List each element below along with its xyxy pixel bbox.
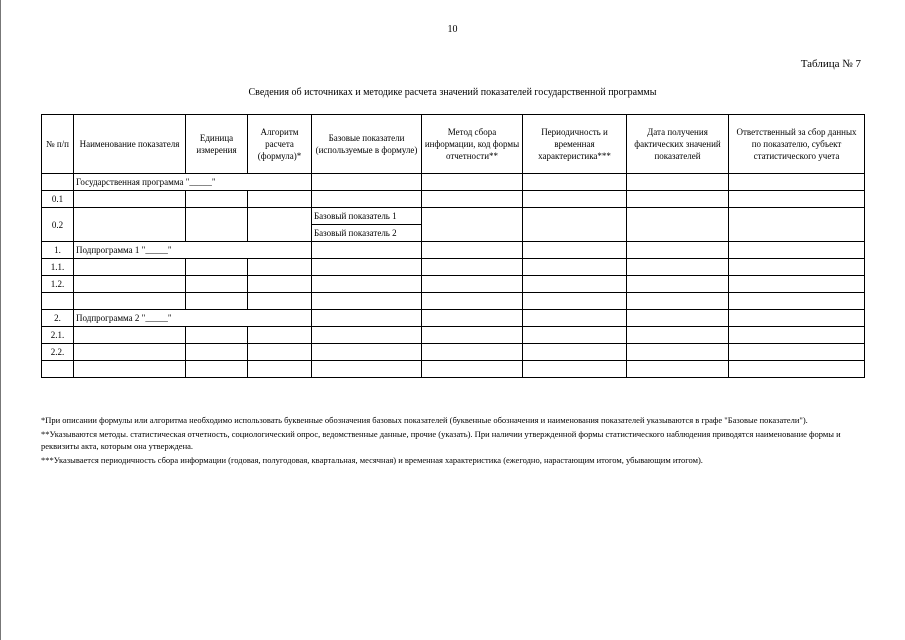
table-title: Сведения об источниках и методике расчета значений показателей государственной программы [248, 87, 657, 98]
header-cell: Дата получения фактических значений показателей [627, 115, 729, 174]
table-row [42, 310, 865, 327]
table-row [42, 293, 865, 310]
table-row [42, 242, 865, 259]
row-number: 1.2. [42, 276, 74, 293]
row-number: 0.1 [42, 191, 74, 208]
footnote-periodicity: ***Указывается периодичность сбора информации (годовая, полугодовая, квартальная, месячная) и временная характеристика (ежегодно, нарастающим итогом, убывающим итогом). [41, 455, 703, 465]
table-row [42, 191, 865, 208]
table-row [42, 361, 865, 378]
header-cell: Наименование показателя [74, 115, 186, 174]
header-cell: Базовые показатели (используемые в формуле) [312, 115, 422, 174]
base-indicator-1: Базовый показатель 1 [312, 208, 422, 225]
subprogram-1-name: Подпрограмма 1 "_____" [74, 242, 312, 259]
header-cell: Алгоритм расчета (формула)* [248, 115, 312, 174]
base-indicator-2: Базовый показатель 2 [312, 225, 422, 242]
subprogram-2-name: Подпрограмма 2 "_____" [74, 310, 312, 327]
footnote-formula: *При описании формулы или алгоритма необходимо использовать буквенные обозначения базовых показателей (буквенные обозначения и наименования показателей указываются в графе "Базовые показатели"). [41, 415, 808, 425]
footnotes [41, 414, 865, 468]
header-cell: Периодичность и временная характеристика*** [523, 115, 627, 174]
header-cell: Единица измерения [186, 115, 248, 174]
program-name: Государственная программа "_____" [74, 174, 312, 191]
header-row [42, 115, 865, 174]
row-number: 1. [42, 242, 74, 259]
table-label: Таблица № 7 [800, 58, 861, 70]
table-row [42, 259, 865, 276]
indicators-table [41, 114, 865, 378]
page-number: 10 [447, 24, 458, 35]
table-row [42, 344, 865, 361]
row-number: 0.2 [42, 208, 74, 242]
row-number: 2. [42, 310, 74, 327]
table-row [42, 327, 865, 344]
footnote-methods: **Указываются методы. статистическая отчетность, социологический опрос, ведомственные данные, прочие (указать). При наличии утвержденной формы статистического наблюдения приводятся наименование формы и реквизиты акта, которым она утверждена. [41, 429, 841, 451]
header-cell: Ответственный за сбор данных по показателю, субъект статистического учета [729, 115, 865, 174]
table-row [42, 276, 865, 293]
row-number: 2.1. [42, 327, 74, 344]
header-cell: № п/п [42, 115, 74, 174]
table-row [42, 174, 865, 191]
table-row [42, 208, 865, 225]
header-cell: Метод сбора информации, код формы отчетности** [422, 115, 523, 174]
row-number: 1.1. [42, 259, 74, 276]
row-number: 2.2. [42, 344, 74, 361]
